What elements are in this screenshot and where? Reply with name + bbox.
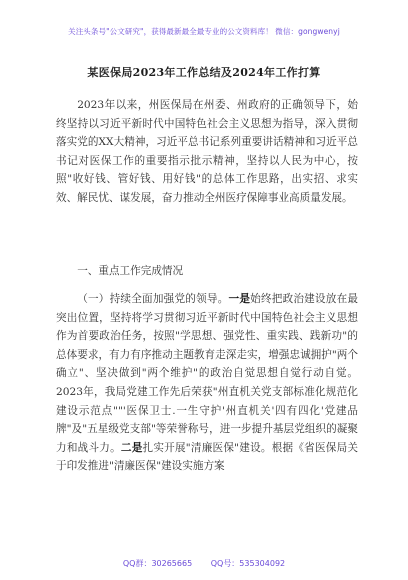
section-heading: 一、重点工作完成情况	[77, 265, 184, 277]
point-two-text: 扎实开展"清廉医保"建设。根据《省医保局关于印发推进"清廉医保"建设实施方案	[56, 441, 359, 473]
contact-footer	[0, 558, 408, 569]
promo-banner: 关注头条号"公文研究"，获得最新最全最专业的公文资料库！ 微信：gongwenyj	[68, 27, 340, 36]
point-one-text: 始终把政治建设放在最突出位置，坚持将学习贯彻习近平新时代中国特色社会主义思想作为首要政治任务，按照"学思想、强党性、重实践、践新功"的总体要求，有力有序推动主题教育走深走实，增强忠诚拥护"两个确立"、坚决做到"两个维护"的政治自觉思想自觉行动自觉。2023年，我局党建工作先后荣获"州直机关党支部标准化规范化建设示范点""'医保卫士.一生守护'州直机关'四有四化'党建品牌"及"五星级党支部"等荣誉称号，进一步提升基层党组织的凝聚力和战斗力。	[56, 293, 359, 454]
document-title: 某医保局2023年工作总结及2024年工作打算	[87, 66, 321, 79]
qq-number: QQ号：535304092	[210, 559, 286, 568]
qq-group: QQ群：30265665	[122, 559, 193, 568]
point-two-marker: 二是	[120, 441, 143, 454]
point-one-marker: 一是	[228, 293, 251, 305]
party-leadership-paragraph	[56, 290, 358, 476]
subsection-heading: （一）持续全面加强党的领导。	[77, 293, 229, 305]
intro-paragraph: 2023年以来，州医保局在州委、州政府的正确领导下，始终坚持以习近平新时代中国特色社会主义思想为指导，深入贯彻落实党的XX大精神，习近平总书记系列重要讲话精神和习近平总书记对医保工作的重要指示批示精神，坚持以人民为中心，按照"收好钱、管好钱、用好钱"的总体工作思路，出实招、求实效、解民忧、谋发展，奋力推动全州医疗保障事业高质量发展。	[56, 99, 358, 204]
